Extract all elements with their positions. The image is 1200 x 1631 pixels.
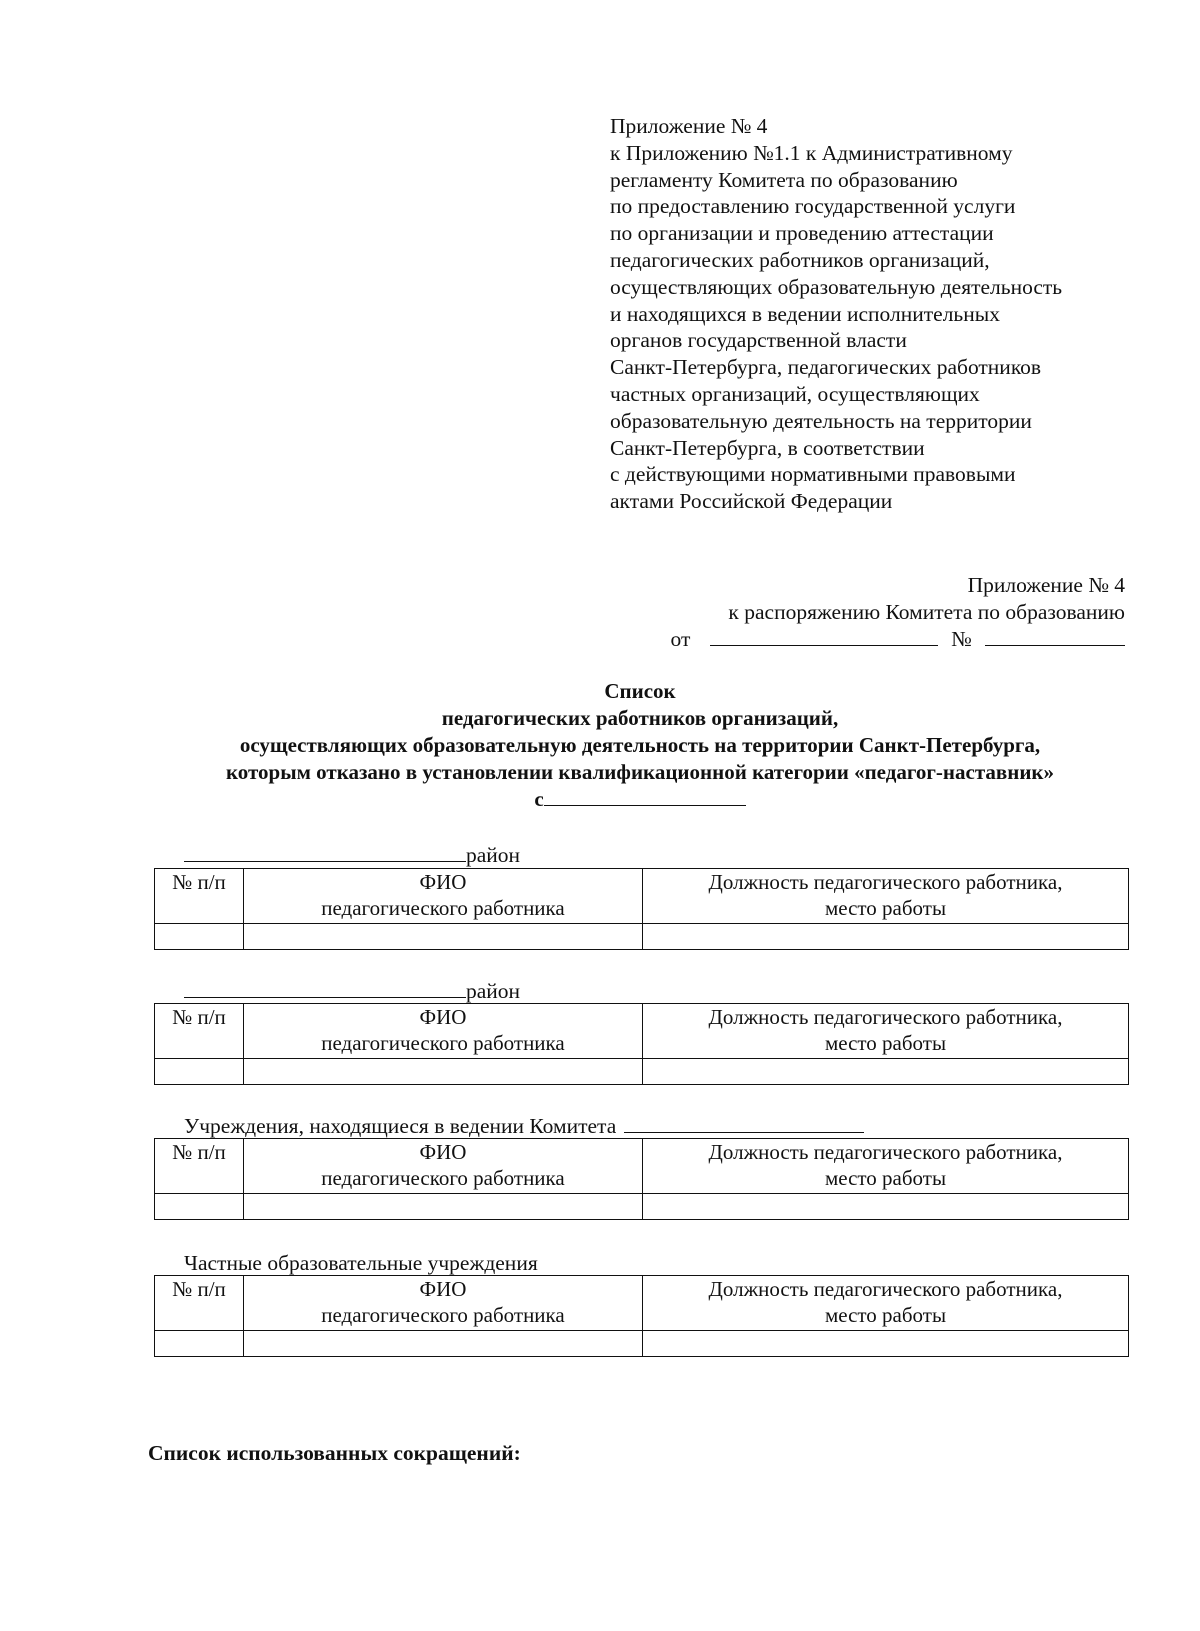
- title-date-line: [100, 786, 1180, 813]
- col-fio-header: ФИО педагогического работника: [244, 1139, 643, 1194]
- table-header-row: [155, 869, 1129, 924]
- section-district-1: [184, 843, 520, 867]
- appendix-line: органов государственной власти: [610, 328, 907, 353]
- title-line: которым отказано в установлении квалификационной категории «педагог-наставник»: [225, 760, 1055, 784]
- title-line: Список: [604, 679, 676, 703]
- col-fio-header: ФИО педагогического работника: [244, 1004, 643, 1059]
- district-blank-field[interactable]: [184, 845, 466, 862]
- order-date-number-line: [605, 626, 1125, 653]
- appendix-line: с действующими нормативными правовыми: [610, 462, 1016, 487]
- appendix-line: образовательную деятельность на территории: [610, 408, 1032, 433]
- committee-label: Учреждения, находящиеся в ведении Комитета: [184, 1114, 617, 1138]
- district-blank-field[interactable]: [184, 981, 466, 998]
- appendix-line: по предоставлению государственной услуги: [610, 194, 1016, 219]
- table-cell[interactable]: [643, 1331, 1129, 1357]
- appendix-line: Санкт-Петербурга, педагогических работников: [610, 355, 1042, 380]
- table-cell[interactable]: [155, 924, 244, 950]
- table-row: [155, 1194, 1129, 1220]
- committee-table: [154, 1138, 1129, 1220]
- appendix-line: частных организаций, осуществляющих: [610, 381, 980, 406]
- section-committee: [184, 1114, 864, 1138]
- district-2-table: [154, 1003, 1129, 1085]
- committee-blank-field[interactable]: [624, 1116, 864, 1133]
- district-label: район: [466, 843, 521, 867]
- appendix-line: актами Российской Федерации: [610, 489, 893, 514]
- title-line: осуществляющих образовательную деятельность на территории Санкт-Петербурга,: [239, 733, 1041, 757]
- col-number-header: № п/п: [155, 1004, 244, 1059]
- date-blank-field[interactable]: [710, 627, 938, 646]
- appendix-line: педагогических работников организаций,: [610, 247, 990, 272]
- table-cell[interactable]: [244, 924, 643, 950]
- number-blank-field[interactable]: [985, 627, 1125, 646]
- order-committee-line: к распоряжению Комитета по образованию: [728, 600, 1125, 624]
- table-cell[interactable]: [155, 1059, 244, 1085]
- district-1-table: [154, 868, 1129, 950]
- table-cell[interactable]: [244, 1331, 643, 1357]
- table-cell[interactable]: [244, 1194, 643, 1220]
- appendix-line: к Приложению №1.1 к Административному: [610, 140, 1013, 165]
- from-label: от: [670, 627, 691, 651]
- col-position-header: Должность педагогического работника, место работы: [643, 869, 1129, 924]
- table-cell[interactable]: [643, 1059, 1129, 1085]
- col-position-header: Должность педагогического работника, место работы: [643, 1004, 1129, 1059]
- col-position-header: Должность педагогического работника, место работы: [643, 1276, 1129, 1331]
- title-date-prefix: с: [534, 787, 544, 811]
- col-fio-header: ФИО педагогического работника: [244, 1276, 643, 1331]
- appendix-line: и находящихся в ведении исполнительных: [610, 301, 1000, 326]
- abbreviations-heading: Список использованных сокращений:: [148, 1441, 521, 1465]
- section-private: [184, 1251, 538, 1275]
- private-table: [154, 1275, 1129, 1357]
- private-label: Частные образовательные учреждения: [184, 1251, 538, 1275]
- title-line: педагогических работников организаций,: [441, 706, 839, 730]
- table-row: [155, 1059, 1129, 1085]
- table-cell[interactable]: [155, 1194, 244, 1220]
- order-reference-block: [605, 572, 1125, 653]
- table-header-row: [155, 1276, 1129, 1331]
- appendix-line: осуществляющих образовательную деятельность: [610, 274, 1063, 299]
- table-cell[interactable]: [643, 924, 1129, 950]
- district-label: район: [466, 979, 521, 1003]
- table-cell[interactable]: [244, 1059, 643, 1085]
- order-appendix-number: Приложение № 4: [967, 573, 1125, 597]
- table-cell[interactable]: [643, 1194, 1129, 1220]
- appendix-reference-block: [610, 113, 1170, 515]
- appendix-line: регламенту Комитета по образованию: [610, 167, 958, 192]
- col-number-header: № п/п: [155, 869, 244, 924]
- appendix-line: по организации и проведению аттестации: [610, 221, 994, 246]
- section-district-2: [184, 979, 520, 1003]
- col-position-header: Должность педагогического работника, место работы: [643, 1139, 1129, 1194]
- col-number-header: № п/п: [155, 1276, 244, 1331]
- appendix-line: Приложение № 4: [610, 114, 768, 138]
- number-label: №: [951, 627, 972, 651]
- title-date-blank[interactable]: [544, 789, 746, 806]
- table-header-row: [155, 1139, 1129, 1194]
- col-number-header: № п/п: [155, 1139, 244, 1194]
- appendix-line: Санкт-Петербурга, в соответствии: [610, 435, 925, 460]
- document-title: [100, 678, 1180, 813]
- table-row: [155, 1331, 1129, 1357]
- table-row: [155, 924, 1129, 950]
- table-header-row: [155, 1004, 1129, 1059]
- table-cell[interactable]: [155, 1331, 244, 1357]
- col-fio-header: ФИО педагогического работника: [244, 869, 643, 924]
